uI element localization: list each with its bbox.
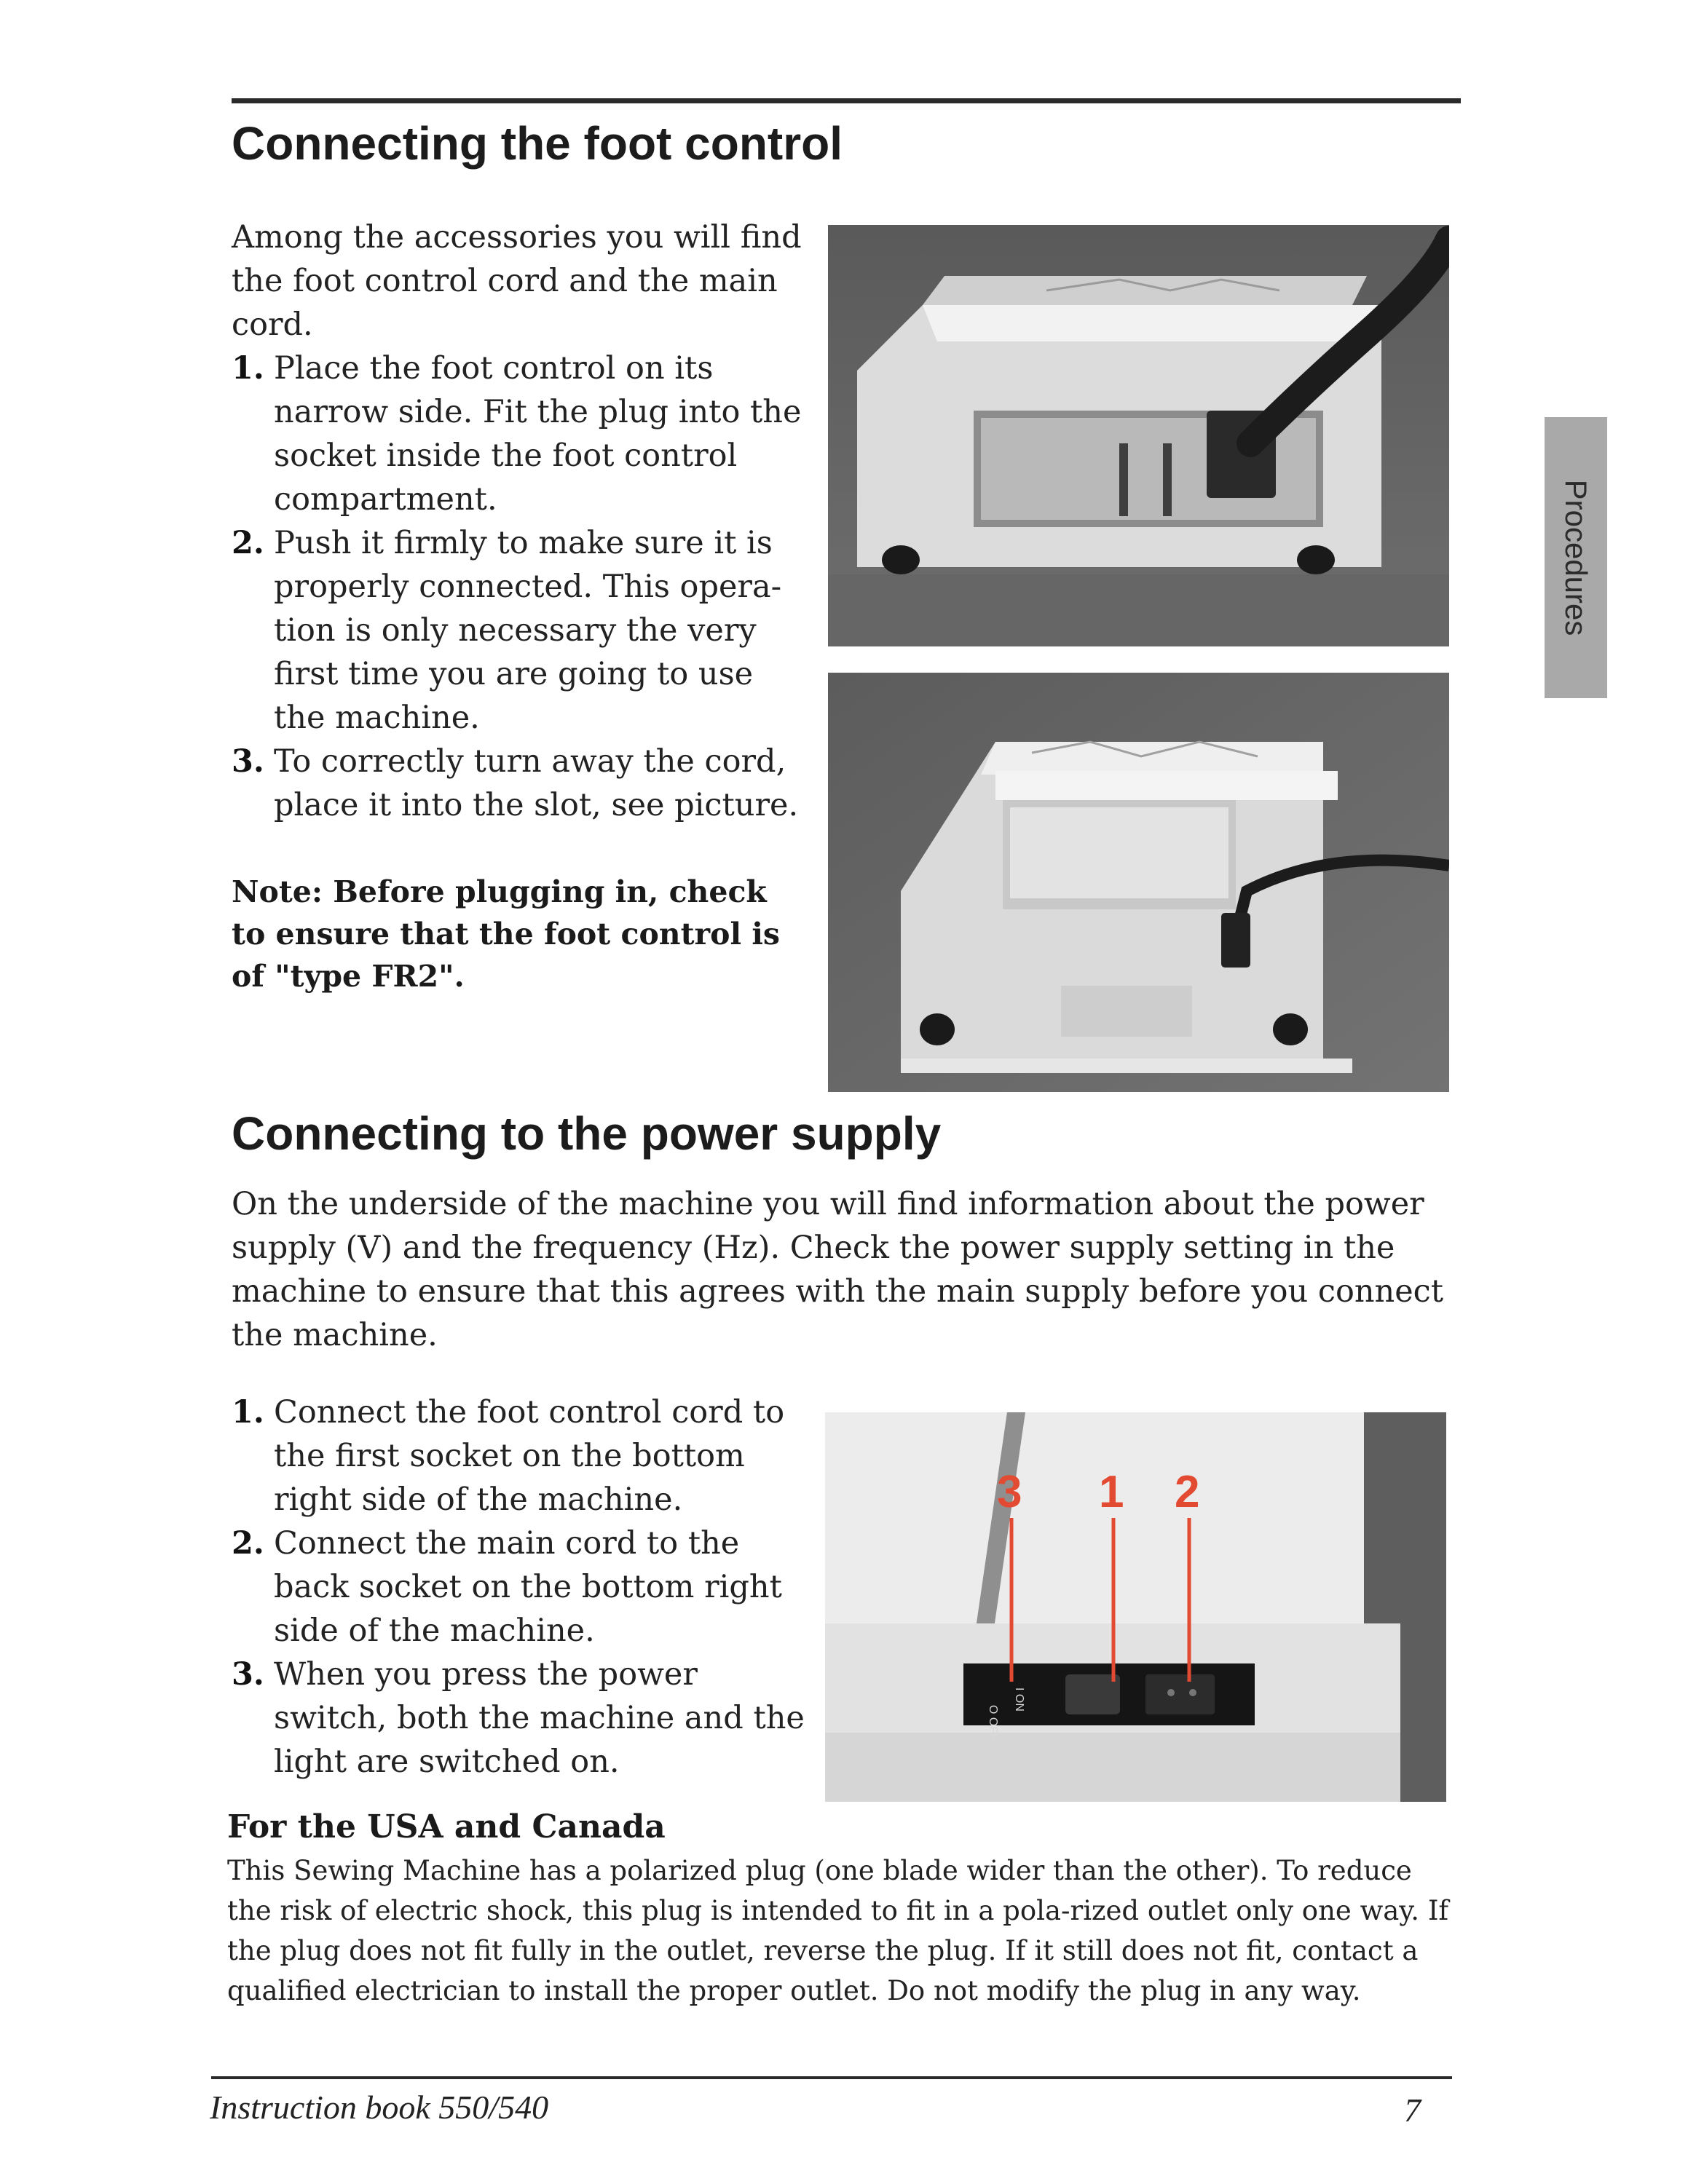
step-text: Connect the main cord to the back socket on the bottom right side of the machine. [274, 1525, 782, 1649]
foot-control-intro: Among the accessories you will find the foot control cord and the main cord. [232, 219, 802, 343]
foot-control-text-column [232, 215, 814, 827]
usa-canada-text: This Sewing Machine has a polarized plug (one blade wider than the other). To reduce the risk of electric shock, this plug is intended to fit in a pola-rized outlet only one way. If the plug does not fit fully in the outlet, reverse the plug. If it still does not fit, contact a qualified electrician to install the proper outlet. Do not modify the plug in any way. [227, 1855, 1449, 2006]
side-tab-label: Procedures [1559, 479, 1593, 636]
power-supply-step [232, 1653, 814, 1784]
step-number: 1. [232, 350, 264, 387]
switch-on-label: I ON [1013, 1688, 1025, 1712]
callout-1: 1 [1099, 1467, 1124, 1517]
footer-book-title: Instruction book 550/540 [210, 2089, 549, 2126]
footer-page-number: 7 [1404, 2092, 1421, 2129]
power-supply-text-column [232, 1390, 814, 1784]
section-heading-foot-control: Connecting the foot control [232, 117, 843, 170]
foot-control-note: Note: Before plugging in, check to ensure that the foot control is of "type FR2". [232, 874, 780, 994]
power-supply-step [232, 1522, 814, 1653]
callout-2: 2 [1175, 1467, 1200, 1517]
step-number: 3. [232, 743, 264, 780]
step-text: To correctly turn away the cord, place it into the slot, see picture. [274, 743, 799, 823]
bottom-rule [211, 2076, 1452, 2079]
top-rule [232, 98, 1461, 103]
step-text: Place the foot control on its narrow side. Fit the plug into the socket inside the foot control compartment. [274, 350, 802, 518]
foot-control-steps [232, 347, 814, 827]
step-text: Push it firmly to make sure it is properly connected. This opera-tion is only necessary the very first time you are going to use the machine. [274, 525, 782, 736]
callout-3: 3 [997, 1467, 1022, 1517]
foot-control-step [232, 740, 814, 827]
foot-control-photo-cord-slot [828, 673, 1449, 1092]
machine-sockets-photo [825, 1412, 1446, 1802]
power-supply-step [232, 1390, 814, 1522]
power-supply-steps [232, 1390, 814, 1784]
foot-control-step [232, 347, 814, 521]
foot-control-step [232, 521, 814, 740]
section-heading-power-supply: Connecting to the power supply [232, 1107, 942, 1160]
step-number: 1. [232, 1394, 264, 1431]
side-tab-procedures[interactable] [1545, 417, 1607, 698]
foot-control-photo-plug [828, 225, 1449, 646]
usa-canada-heading: For the USA and Canada [227, 1808, 666, 1845]
power-supply-intro: On the underside of the machine you will find information about the power supply (V) and the frequency (Hz). Check the power supply setting in the machine to ensure that this agrees with the main supply before you connect the machine. [232, 1186, 1444, 1353]
step-text: Connect the foot control cord to the first socket on the bottom right side of the machine. [274, 1394, 785, 1518]
step-number: 3. [232, 1656, 264, 1693]
step-number: 2. [232, 525, 264, 561]
step-text: When you press the power switch, both the machine and the light are switched on. [274, 1656, 805, 1780]
step-number: 2. [232, 1525, 264, 1562]
switch-off-label: O OFF [987, 1705, 999, 1741]
